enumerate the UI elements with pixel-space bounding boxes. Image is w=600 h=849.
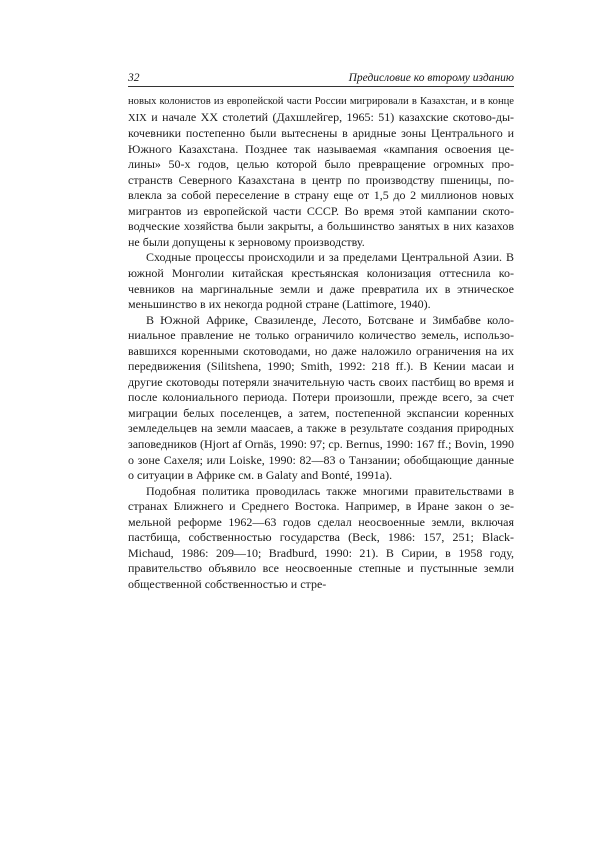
paragraph-2: Сходные процессы происходили и за пределами Центральной Азии. В южной Монголии китайская крестьянская колонизация оттеснила ко-чевников на маргинальные земли и даже превратила их в этническое меньшинство в их некогда родной стране (Lattimore, 1940).	[128, 250, 514, 312]
body-text	[128, 93, 514, 593]
page-header	[128, 72, 514, 87]
paragraph-1-first-line: новых колонистов из европейской части России мигрировали в Казахстан, и в конце XIX	[128, 96, 514, 124]
paragraph-3: В Южной Африке, Свазиленде, Лесото, Ботсване и Зимбабве коло-ниальное правление не только ограничило количество земель, использо-вавшихся коренными скотоводами, но даже наложило ограничения на их передвижения (Silitshena, 1990; Smith, 1992: 218 ff.). В Кении масаи и другие скотоводы потеряли значительную часть своих пастбищ во время и после колониального периода. Потери произошли, прежде всего, за счет миграции белых поселенцев, а затем, постепенной экспансии коренных земледельцев на земли маасаев, а также в результате создания природных заповедников (Hjort af Ornäs, 1990: 97; ср. Bernus, 1990: 167 ff.; Bovin, 1990 о зоне Сахеля; или Loiske, 1990: 82—83 о Танзании; обобщающие данные о ситуации в Африке см. в Galaty and Bonté, 1991a).	[128, 312, 514, 483]
paragraph-1	[128, 93, 514, 250]
paragraph-4: Подобная политика проводилась также многими правительствами в странах Ближнего и Среднего Востока. Например, в Иране закон о зе-мельной реформе 1962—63 годов сделал неосвоенные земли, включая пастбища, собственностью государства (Beck, 1986: 157, 251; Black-Michaud, 1986: 209—10; Bradburd, 1990: 21). В Сирии, в 1958 году, правительство объявило все неосвоенные степные и пустынные земли общественной собственностью и стре-	[128, 483, 514, 591]
paragraph-1-text: и начале XX столетий (Дахшлейгер, 1965: 51) казахские скотово-ды-кочевники постепенно были вытеснены в аридные зоны Центрального и Южного Казахстана. Позднее так называемая «кампания освоения це-лины» 50-х годов, целью которой было превращение огромных про-странств Северного Казахстана в центр по производству пшеницы, по-влекла за собой переселение в страну еще от 1,5 до 2 миллионов новых мигрантов из европейской части СССР. Во время этой кампании ското-водческие хозяйства были закрыты, а большинство занятых в них казахов не были допущены к зерновому производству.	[128, 109, 515, 249]
running-title: Предисловие ко второму изданию	[348, 72, 514, 84]
page-number: 32	[128, 72, 140, 84]
